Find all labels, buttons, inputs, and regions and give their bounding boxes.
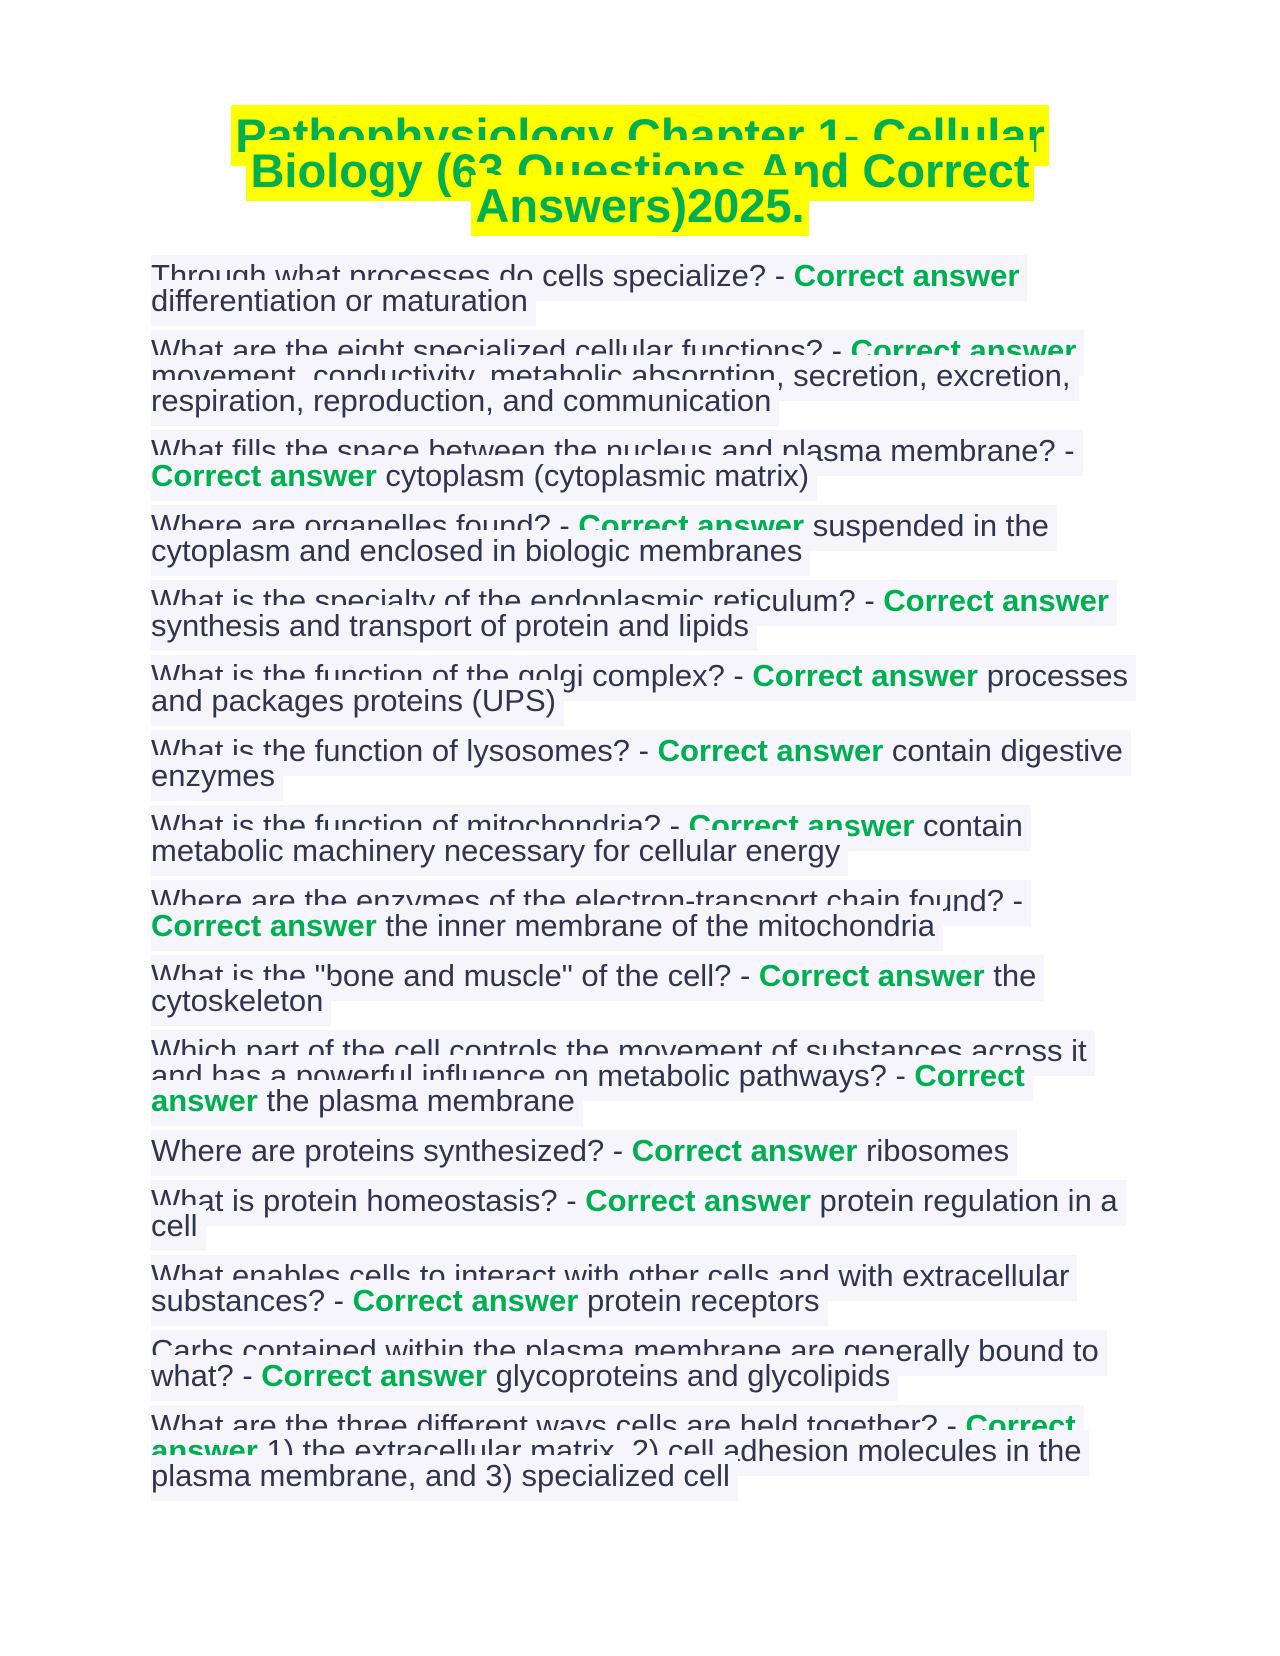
- answer-label: Correct answer: [793, 258, 1020, 293]
- title-block: [150, 109, 1130, 232]
- answer-text: ribosomes: [857, 1133, 1010, 1168]
- qa-item: [151, 1133, 1136, 1168]
- qa-item: [151, 258, 1136, 318]
- answer-text: contain metabolic machinery necessary for cellular energy: [151, 808, 1023, 868]
- question-text: Where are the enzymes of the electron-transport chain found? -: [151, 883, 1023, 918]
- question-text: What is protein homeostasis? -: [151, 1183, 586, 1218]
- answer-label: Correct answer: [261, 1358, 487, 1393]
- qa-item-text: [151, 730, 1131, 801]
- qa-item-text: [151, 1405, 1089, 1501]
- question-text: Which part of the cell controls the movement of substances across it and has a powerful influence on metabolic pathways? -: [151, 1033, 1087, 1093]
- answer-text: the cytoskeleton: [151, 958, 1037, 1018]
- answer-text: the plasma membrane: [257, 1083, 575, 1118]
- answer-text: protein receptors: [578, 1283, 820, 1318]
- question-text: Carbs contained within the plasma membrane are generally bound to what? -: [151, 1333, 1099, 1393]
- qa-item: [151, 1033, 1136, 1118]
- answer-text: 1) the extracellular matrix, 2) cell adhesion molecules in the plasma membrane, and 3) specialized cell: [151, 1433, 1082, 1493]
- qa-item: [151, 1333, 1136, 1393]
- answer-text: synthesis and transport of protein and lipids: [151, 608, 749, 643]
- qa-item-text: [151, 1330, 1107, 1401]
- answer-label: Correct answer: [850, 333, 1077, 368]
- qa-item: [151, 733, 1136, 793]
- qa-item: [151, 808, 1136, 868]
- answer-label: Correct answer: [631, 1133, 858, 1168]
- question-text: What is the function of lysosomes? -: [151, 733, 658, 768]
- qa-item-text: [151, 880, 1031, 951]
- qa-item-text: [151, 330, 1084, 426]
- answer-label: Correct answer: [151, 1408, 1076, 1468]
- question-text: What are the three different ways cells are held together? -: [151, 1408, 966, 1443]
- qa-item: [151, 433, 1136, 493]
- answer-label: Correct answer: [151, 1058, 1025, 1118]
- answer-text: contain digestive enzymes: [151, 733, 1123, 793]
- answer-text: cytoplasm (cytoplasmic matrix): [376, 458, 810, 493]
- answer-text: movement, conductivity, metabolic absorption, secretion, excretion, respiration, reproduction, and communication: [151, 358, 1071, 418]
- question-text: What is the function of the golgi complex? -: [151, 658, 753, 693]
- qa-item: [151, 958, 1136, 1018]
- answer-text: protein regulation in a cell: [151, 1183, 1118, 1243]
- question-text: What is the specialty of the endoplasmic reticulum? -: [151, 583, 884, 618]
- qa-item-text: [151, 1030, 1095, 1126]
- answer-label: Correct answer: [657, 733, 884, 768]
- qa-item: [151, 333, 1136, 418]
- qa-item-text: [151, 255, 1027, 326]
- answer-text: differentiation or maturation: [151, 283, 528, 318]
- qa-item-text: [151, 505, 1057, 576]
- qa-item: [151, 1258, 1136, 1318]
- question-text: What enables cells to interact with other cells and with extracellular substances? -: [151, 1258, 1070, 1318]
- qa-item-text: [151, 1130, 1017, 1176]
- qa-item-text: [151, 655, 1136, 726]
- answer-label: Correct answer: [752, 658, 979, 693]
- document-title: Pathophysiology Chapter 1- Cellular Biology (63 Questions And Correct Answers)2025.: [231, 105, 1049, 236]
- qa-item: [151, 1183, 1136, 1243]
- question-text: What is the function of mitochondria? -: [151, 808, 689, 843]
- qa-item-text: [151, 805, 1031, 876]
- qa-item-text: [151, 1255, 1077, 1326]
- answer-text: glycoproteins and glycolipids: [487, 1358, 891, 1393]
- question-text: What is the "bone and muscle" of the cell? -: [151, 958, 759, 993]
- qa-item: [151, 883, 1136, 943]
- qa-item: [151, 1408, 1136, 1493]
- qa-list: [151, 258, 1136, 1513]
- answer-text: the inner membrane of the mitochondria: [376, 908, 936, 943]
- question-text: Where are organelles found? -: [151, 508, 579, 543]
- qa-item: [151, 508, 1136, 568]
- question-text: Through what processes do cells specialize? -: [151, 258, 794, 293]
- qa-item: [151, 583, 1136, 643]
- answer-label: Correct answer: [578, 508, 805, 543]
- answer-label: Correct answer: [151, 908, 377, 943]
- answer-text: suspended in the cytoplasm and enclosed in biologic membranes: [151, 508, 1049, 568]
- answer-label: Correct answer: [688, 808, 915, 843]
- question-text: What are the eight specialized cellular functions? -: [151, 333, 851, 368]
- qa-item-text: [151, 580, 1117, 651]
- qa-item-text: [151, 1180, 1126, 1251]
- answer-label: Correct answer: [758, 958, 985, 993]
- question-text: What fills the space between the nucleus and plasma membrane? -: [151, 433, 1075, 468]
- answer-label: Correct answer: [585, 1183, 811, 1218]
- qa-item: [151, 658, 1136, 718]
- answer-label: Correct answer: [352, 1283, 579, 1318]
- answer-text: processes and packages proteins (UPS): [151, 658, 1128, 718]
- answer-label: Correct answer: [883, 583, 1109, 618]
- answer-label: Correct answer: [151, 458, 377, 493]
- question-text: Where are proteins synthesized? -: [151, 1133, 632, 1168]
- qa-item-text: [151, 430, 1083, 501]
- qa-item-text: [151, 955, 1044, 1026]
